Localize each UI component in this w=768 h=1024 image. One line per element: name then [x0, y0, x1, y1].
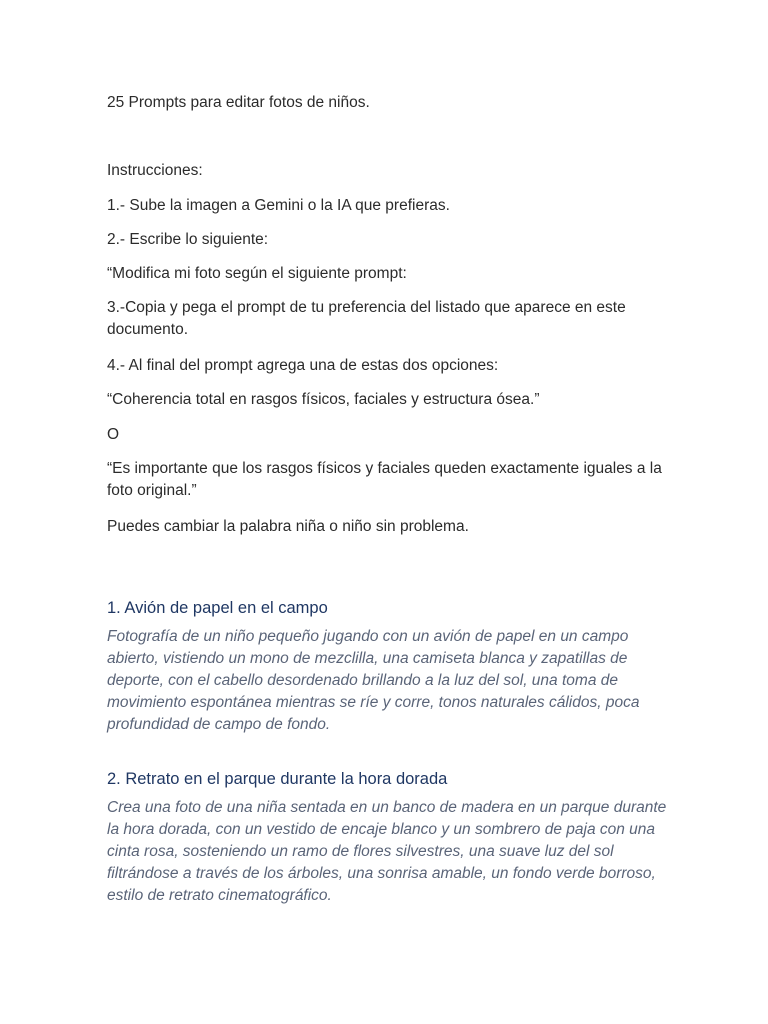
instructions-heading: Instrucciones:: [107, 162, 203, 179]
step-1: 1.- Sube la imagen a Gemini o la IA que prefieras.: [107, 197, 450, 214]
option-2: “Es importante que los rasgos físicos y faciales queden exactamente iguales a la foto original.”: [107, 460, 662, 499]
prompt-2-text: Crea una foto de una niña sentada en un banco de madera en un parque durante la hora dorada, con un vestido de encaje blanco y un sombrero de paja con una cinta rosa, sosteniendo un ramo de flores silvestres, una suave luz del sol filtrándose a través de los árboles, una sonrisa amable, un fondo verde borroso, estilo de retrato cinematográfico.: [107, 799, 667, 904]
option-1: “Coherencia total en rasgos físicos, faciales y estructura ósea.”: [107, 391, 540, 408]
prompt-1-title: 1. Avión de papel en el campo: [107, 599, 328, 617]
note: Puedes cambiar la palabra niña o niño sin problema.: [107, 518, 469, 535]
prompt-1-text: Fotografía de un niño pequeño jugando con un avión de papel en un campo abierto, vistiendo un mono de mezclilla, una camiseta blanca y zapatillas de deporte, con el cabello desordenado brillando a la luz del sol, una toma de movimiento espontánea mientras se ríe y corre, tonos naturales cálidos, poca profundidad de campo de fondo.: [107, 628, 640, 733]
option-separator: O: [107, 426, 120, 443]
document-title: 25 Prompts para editar fotos de niños.: [107, 94, 370, 111]
prompt-2-title: 2. Retrato en el parque durante la hora dorada: [107, 770, 448, 788]
step-3: 3.-Copia y pega el prompt de tu preferencia del listado que aparece en este documento.: [107, 299, 626, 338]
step-2: 2.- Escribe lo siguiente:: [107, 231, 269, 248]
step-4: 4.- Al final del prompt agrega una de estas dos opciones:: [107, 357, 499, 374]
step-2-quote: “Modifica mi foto según el siguiente prompt:: [107, 265, 407, 282]
